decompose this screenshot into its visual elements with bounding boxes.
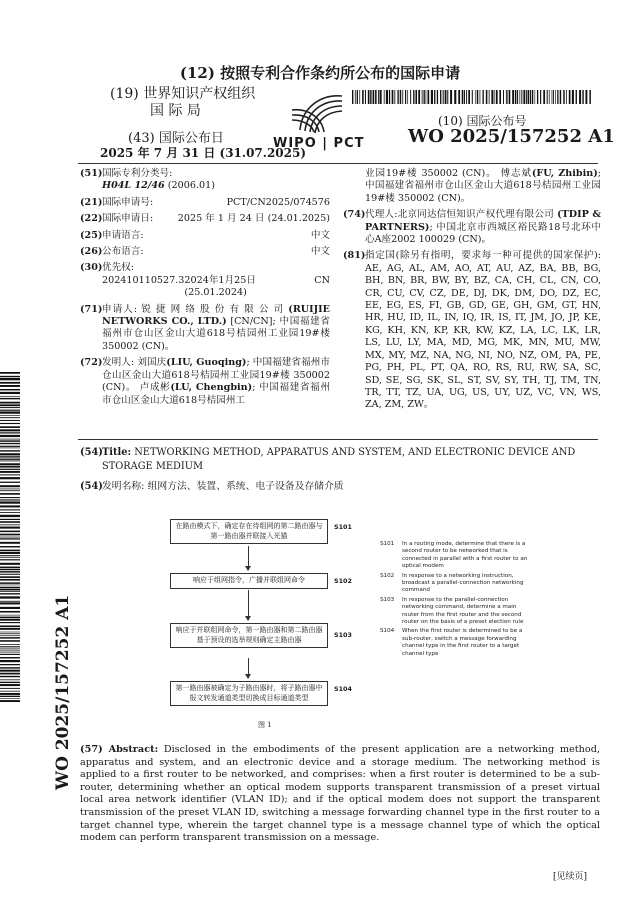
publication-language: 中文 [310,246,330,258]
field-74: (74) 代理人:北京同达信恒知识产权代理有限公司 (TDIP & PARTNERS); 中国北京市西城区裕民路18号北环中心A座2002 100029 (CN)。 [343,209,601,246]
agent-address: ; 中国北京市西城区裕民路18号北环中心A座2002 100029 (CN)。 [365,221,601,246]
field-25: (25) 申请语言: 中文 [80,229,330,241]
inventor-2-address: ; 中国福建省福州市仓山区金山大道618号桔园州工 [102,382,330,406]
barcode-top [352,90,592,104]
field-72: (72) 发明人: 刘国庆(LIU, Guoqing); 中国福建省福州市仓山区金山大道618号桔园州工业园19#楼 350002 (CN)。 卢成彬(LU, Chengbin); 中国福建省福州市仓山区金山大道618号桔园州工 [80,357,330,406]
filing-date-label: 国际申请日: [102,213,154,225]
filing-date: 2025 年 1 月 24 日 (24.01.2025) [177,213,330,225]
flow-box-s101: 在路由模式下，确定存在待组网的第二路由器与第一路由器并联接入光猫 [170,519,328,544]
flow-arrow-1 [248,546,249,570]
side-publication-number: WO 2025/157252 A1 [53,594,73,790]
publication-number-label: (10) 国际公布号 [438,114,527,128]
agent-name-en: (TDIP & PARTNERS) [365,209,601,233]
barcode-side [0,372,20,702]
invention-titles [80,446,600,500]
field-21: (21) 国际申请号: PCT/CN2025/074576 [80,196,330,208]
agent-label: 代理人: [365,209,398,221]
organization-line-2: 国 际 局 [150,103,201,119]
publication-number: WO 2025/157252 A1 [408,126,615,147]
designated-states-label: 指定国(除另有指明，要求每一种可提供的国家保护): [365,250,601,262]
abstract-label: (57) Abstract: [80,744,159,755]
publication-date: 2025 年 7 月 31 日 (31.07.2025) [100,146,307,160]
flow-arrow-2 [248,590,249,620]
ipc-label: 国际专利分类号: [102,168,173,179]
abstract-text: Disclosed in the embodiments of the present application are a networking method, apparatus and system, and an electronic device and a storage medium. The networking method is applied to a first router to be networked, and comprises: when a first router is determined to be a sub-router, determining whether an optical modem supports transparent transmission of a preset virtual local area network identifier (VLAN ID); and if the optical modem does not support the transparent transmission of the preset VLAN ID, switching a message forwarding channel type in the first router to a target channel type, wherein the target channel type is a message channel type of which the optical modem can perform transparent transmission on a message. [80,744,600,844]
application-number-label: 国际申请号: [102,196,154,208]
wipo-pct-wordmark: WIPO | PCT [273,136,365,151]
document-title: (12) 按照专利合作条约所公布的国际申请 [179,64,461,82]
legend-item-s103: S103 In response to the parallel-connection networking command, determine a main router from the first router and the second router on the basis of a preset election rule [380,596,524,626]
flow-box-s102: 响应于组网指令，广播并联组网命令 [170,573,328,589]
figure-legend [380,541,530,660]
flow-box-s103: 响应于并联组网命令，第一路由器和第二路由器基于预设的选举规则确定主路由器 [170,623,328,648]
abstract [80,744,600,845]
legend-item-s102: S102 In response to a networking instruction, broadcast a parallel-connection networking command [380,572,524,594]
priority-label: 优先权: [102,262,135,274]
applicant-label: 申请人: [102,303,138,315]
organization-line-1: (19) 世界知识产权组织 [110,86,256,102]
step-label-s102: S102 [334,577,352,585]
bibliographic-left-column [80,168,330,411]
inventor-1-en: (LIU, Guoqing) [166,357,247,369]
divider-middle [78,439,598,440]
applicant-name-zh: 锐 捷 网 络 股 份 有 限 公 司 [141,303,285,315]
ipc-version: (2006.01) [167,180,215,192]
agent-name-zh: 北京同达信恒知识产权代理有限公司 [397,209,554,221]
filing-language: 中文 [310,229,330,241]
flowchart-figure [170,515,610,730]
title-en-value: NETWORKING METHOD, APPARATUS AND SYSTEM, AND ELECTRONIC DEVICE AND STORAGE MEDIUM [102,447,576,472]
filing-language-label: 申请语言: [102,229,144,241]
inventor-2-en: (LU, Chengbin) [170,382,253,394]
divider-top [78,163,598,164]
inventor-3-en: (FU, Zhibin) [531,168,598,179]
field-26: (26) 公布语言: 中文 [80,246,330,258]
publication-language-label: 公布语言: [102,246,144,258]
legend-item-s101: S101 In a routing mode, determine that there is a second router to be networked that is connected in parallel with a first router to an optical modem [380,541,528,570]
legend-item-s104: S104 When the first router is determined to be a sub-router, switch a message forwarding channel type in the first router to a target channel type [380,628,523,657]
inventor-label: 发明人: [102,357,135,369]
continued-note: [见续页] [553,872,588,882]
flow-arrow-3 [248,658,249,678]
step-label-s104: S104 [334,685,352,693]
inventor-continued: 业园19#楼 350002 (CN)。 傅志斌(FU, Zhibin); 中国福建省福州市仓山区金山大道618号桔园州工业园19#楼 350002 (CN)。 [365,168,601,204]
step-label-s101: S101 [334,523,352,531]
applicant-address: [CN/CN]; 中国福建省福州市仓山区金山大道618号桔园州工业园19#楼 350002 (CN)。 [102,316,330,352]
priority-entry: 202410110527.3 2024年1月25日 (25.01.2024) CN [102,274,330,299]
title-zh-value: 组网方法、装置、系统、电子设备及存储介质 [147,481,344,492]
field-71: (71) 申请人: 锐 捷 网 络 股 份 有 限 公 司 (RUIJIE NETWORKS CO., LTD.) [CN/CN]; 中国福建省福州市仓山区金山大道618号桔园州工业园19#楼 350002 (CN)。 [80,303,330,352]
designated-states-list: AE, AG, AL, AM, AO, AT, AU, AZ, BA, BB, BG, BH, BN, BR, BW, BY, BZ, CA, CH, CL, CN, CO, CR, CU, CV, CZ, DE, DJ, DK, DM, DO, DZ, EC, EE, EG, ES, FI, GB, GD, GE, GH, GM, GT, HN, HR, HU, ID, IL, IN, IQ, IR, IS, IT, JM, JO, JP, KE, KG, KH, KN, KP, KR, KW, KZ, LA, LC, LK, LR, LS, LU, LY, MA, MD, MG, MK, MN, MU, MW, MX, MY, MZ, NA, NG, NI, NO, NZ, OM, PA, PE, PG, PH, PL, PT, QA, RO, RS, RU, RW, SA, SC, SD, SE, SG, SK, SL, ST, SV, SY, TH, TJ, TM, TN, TR, TT, TZ, UA, UG, US, UY, UZ, VC, VN, WS, ZA, ZM, ZW。 [365,262,601,411]
applicant-name-en: (RUIJIE NETWORKS CO., LTD.) [102,303,330,328]
field-81: (81) 指定国(除另有指明，要求每一种可提供的国家保护): AE, AG, AL, AM, AO, AT, AU, AZ, BA, BB, BG, BH, BN, BR, BW, BY, BZ, CA, CH, CL, CN, CO, CR, CU, CV, CZ, DE, DJ, DK, DM, DO, DZ, EC, EE, EG, ES, FI, GB, GD, GE, GH, GM, GT, HN, HR, HU, ID, IL, IN, IQ, IR, IS, IT, JM, JO, JP, KE, KG, KH, KN, KP, KR, KW, KZ, LA, LC, LK, LR, LS, LU, LY, MA, MD, MG, MK, MN, MU, MW, MX, MY, MZ, NA, NG, NI, NO, NZ, OM, PA, PE, PG, PH, PL, PT, QA, RO, RS, RU, RW, SA, SC, SD, SE, SG, SK, SL, ST, SV, SY, TH, TJ, TM, TN, TR, TT, TZ, UA, UG, US, UY, UZ, VC, VN, WS, ZA, ZM, ZW。 [343,250,601,411]
title-en: (54) Title: NETWORKING METHOD, APPARATUS AND SYSTEM, AND ELECTRONIC DEVICE AND STORAGE MEDIUM [80,447,576,472]
inventor-1-address: ; 中国福建省福州市仓山区金山大道618号桔园州工业园19#楼 350002 (CN)。 卢成彬 [102,357,330,394]
application-number: PCT/CN2025/074576 [226,196,330,208]
figure-caption: 图 1 [258,721,272,729]
publication-date-label: (43) 国际公布日 [128,131,224,146]
step-label-s103: S103 [334,631,352,639]
bibliographic-right-column [343,168,601,416]
ipc-value: H04L 12/46 [102,180,165,192]
title-zh: (54) 发明名称: 组网方法、装置、系统、电子设备及存储介质 [80,481,344,492]
field-51: (51) 国际专利分类号: H04L 12/46 (2006.01) [80,168,330,193]
organization-name [110,86,270,120]
field-22: (22) 国际申请日: 2025 年 1 月 24 日 (24.01.2025) [80,213,330,225]
inventor-1-zh: 刘国庆 [137,357,167,369]
field-30: (30) 优先权: 202410110527.3 2024年1月25日 (25.01.2024) CN [80,262,330,299]
flow-box-s104: 第一路由器被确定为子路由器时，将子路由器中报文转发通道类型切换成目标通道类型 [170,681,328,706]
